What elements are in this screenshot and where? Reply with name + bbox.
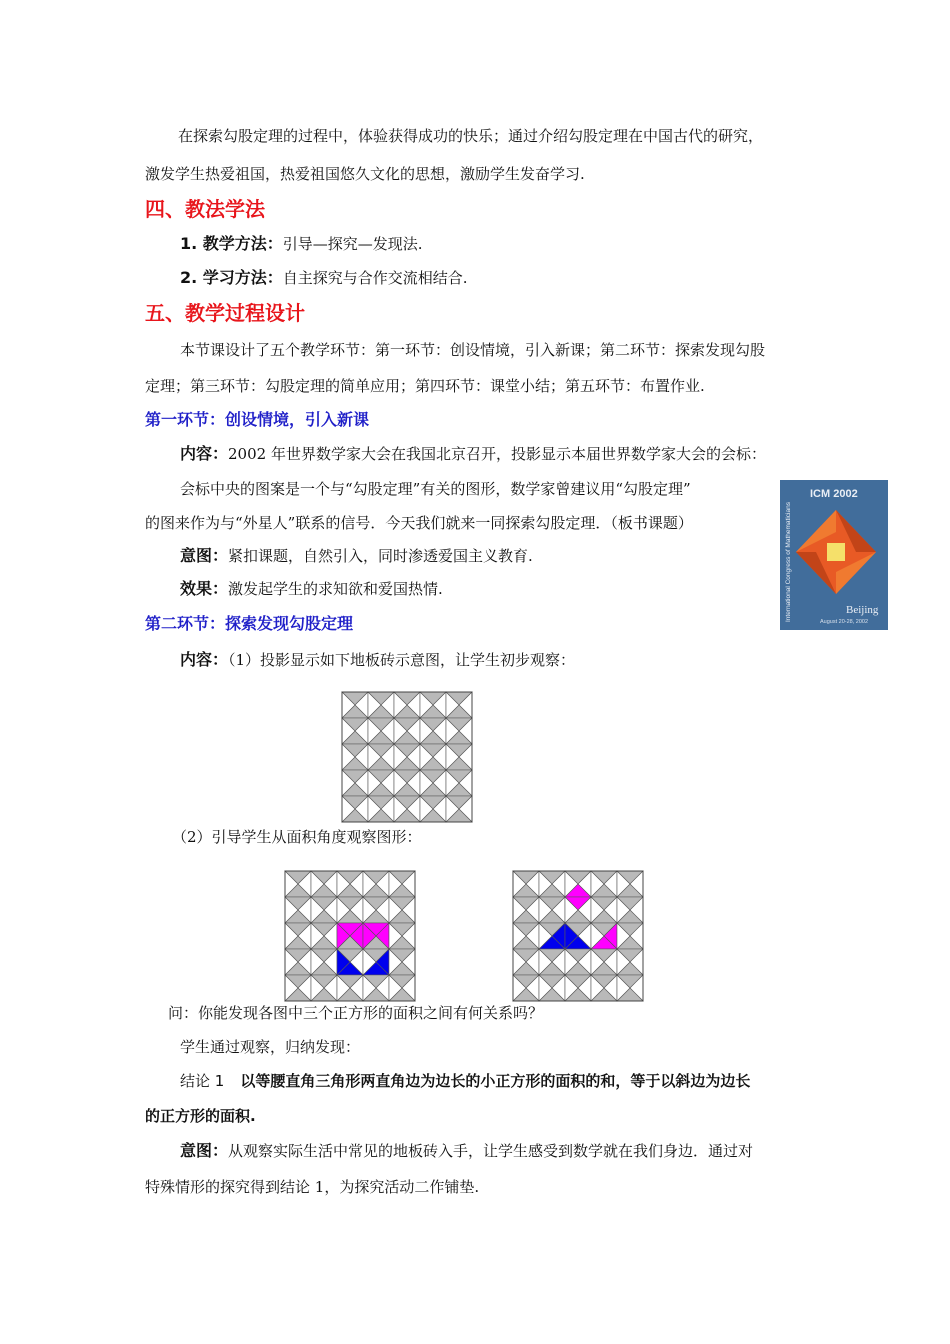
conclusion-1-line-1 — [180, 1071, 750, 1091]
icm-2002-logo-image — [780, 480, 888, 630]
learning-method — [180, 268, 468, 288]
floor-tile-figure-1 — [341, 691, 473, 823]
stage-2-heading: 第二环节：探索发现勾股定理 — [145, 614, 354, 633]
stage-1-heading: 第一环节：创设情境，引入新课 — [145, 410, 370, 429]
conclusion-1-text: 以等腰直角三角形两直角边为边长的小正方形的面积的和，等于以斜边为边长 — [240, 1072, 751, 1090]
logo-title: ICM 2002 — [810, 488, 858, 500]
section-5-para-line-2: 定理；第三环节：勾股定理的简单应用；第四环节：课堂小结；第五环节：布置作业. — [145, 377, 705, 395]
conclusion-1-line-2: 的正方形的面积. — [145, 1107, 256, 1125]
teaching-method-text: 引导—探究—发现法. — [282, 235, 423, 253]
stage-2-observe: 学生通过观察，归纳发现： — [180, 1038, 361, 1056]
stage-2-content-text: （1）投影显示如下地板砖示意图，让学生初步观察： — [228, 651, 576, 669]
learning-method-text: 自主探究与合作交流相结合. — [282, 269, 468, 287]
logo-city: Beijing — [846, 604, 879, 616]
stage-2-intent-line-1: 从观察实际生活中常见的地板砖入手，让学生感受到数学就在我们身边．通过对 — [228, 1142, 754, 1160]
stage-2-intent-label: 意图： — [180, 1141, 229, 1160]
stage-1-intent-label: 意图： — [180, 546, 229, 565]
logo-side-text: International Congress of Mathematicians — [785, 502, 792, 622]
floor-tile-figure-2 — [284, 870, 416, 1002]
stage-2-content — [180, 650, 575, 670]
stage-1-line-3: 的图来作为与“外星人”联系的信号．今天我们就来一同探索勾股定理．（板书课题） — [145, 514, 693, 532]
stage-2-content-label: 内容： — [180, 650, 229, 669]
conclusion-1-label: 结论 1 — [180, 1072, 225, 1090]
learning-method-label: 2. 学习方法： — [180, 268, 283, 287]
stage-2-step-2: （2）引导学生从面积角度观察图形： — [172, 828, 422, 846]
stage-1-content-text: 2002 年世界数学家大会在我国北京召开，投影显示本届世界数学家大会的会标： — [228, 445, 766, 463]
teaching-method-label: 1. 教学方法： — [180, 234, 283, 253]
logo-center-square — [827, 543, 845, 561]
intro-line-1: 在探索勾股定理的过程中，体验获得成功的快乐；通过介绍勾股定理在中国古代的研究， — [178, 127, 764, 145]
stage-1-intent — [180, 546, 533, 566]
stage-1-content — [180, 444, 766, 464]
stage-1-content-label: 内容： — [180, 444, 229, 463]
stage-1-effect-label: 效果： — [180, 579, 229, 598]
stage-2-intent — [180, 1141, 753, 1161]
logo-date: August 20-28, 2002 — [820, 619, 869, 625]
section-4-heading: 四、教法学法 — [145, 197, 265, 221]
stage-2-question: 问：你能发现各图中三个正方形的面积之间有何关系吗？ — [168, 1004, 544, 1022]
stage-2-intent-line-2: 特殊情形的探究得到结论 1，为探究活动二作铺垫. — [145, 1178, 480, 1196]
stage-1-effect-text: 激发起学生的求知欲和爱国热情. — [228, 580, 443, 598]
stage-1-intent-text: 紧扣课题，自然引入，同时渗透爱国主义教育. — [228, 547, 533, 565]
section-5-para-line-1: 本节课设计了五个教学环节：第一环节：创设情境，引入新课；第二环节：探索发现勾股 — [180, 341, 766, 359]
intro-line-2: 激发学生热爱祖国，热爱祖国悠久文化的思想，激励学生发奋学习. — [145, 165, 585, 183]
stage-1-line-2: 会标中央的图案是一个与“勾股定理”有关的图形，数学家曾建议用“勾股定理” — [180, 480, 691, 498]
stage-1-effect — [180, 579, 443, 599]
floor-tile-figure-3 — [512, 870, 644, 1002]
section-5-heading: 五、教学过程设计 — [145, 301, 305, 325]
teaching-method — [180, 234, 423, 254]
